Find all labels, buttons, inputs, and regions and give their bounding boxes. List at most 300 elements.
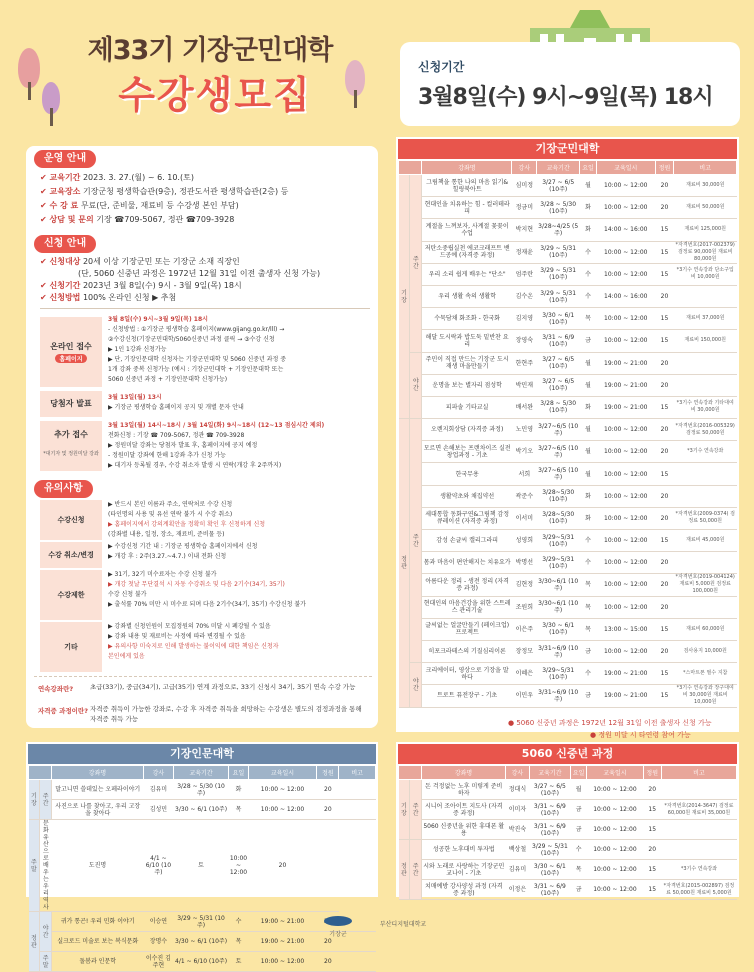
cell-teacher: 박진숙 [506, 820, 530, 840]
cell-time: 10:00 ~ 12:00 [248, 800, 317, 820]
cell-name: 수묵담채 화조화 - 한국화 [422, 308, 512, 330]
detail-line: ②수강신청(기장군민대학/5060신중년 과정 클릭 → ③수강 신청 [108, 336, 275, 343]
cell-cap: 15 [655, 263, 674, 285]
cell-cap: 20 [655, 441, 674, 463]
table-header: 강좌명 [422, 161, 512, 175]
ops-row-label: 교육기간 [49, 173, 81, 182]
cell-name: 그림책을 통한 나의 마음 읽기&힐링북아트 [422, 175, 512, 197]
subgroup-label: 주간 [410, 175, 422, 353]
caution-line: ▶ 31기, 32기 미수료자는 수강 신청 불가 [108, 571, 217, 578]
cell-note [674, 352, 737, 374]
cell-period: 3/28~4/25 (5주) [537, 219, 580, 241]
table-row [399, 530, 737, 552]
cell-name: 운명을 보는 별자리 점성학 [422, 374, 512, 396]
table-row [399, 780, 737, 800]
cell-time: 19:00 ~ 21:00 [597, 685, 656, 707]
ops-row [40, 172, 194, 183]
cell-name: 히포크라테스의 기질심리이론 [422, 640, 512, 662]
cell-day: 수 [580, 263, 597, 285]
cell-note: *자격번호(2019-004124) 재료비 5,000원 검정료 100,000원 [675, 574, 735, 595]
cell-day: 목 [229, 932, 248, 952]
cell-cap: 15 [655, 530, 674, 552]
cell-teacher: 김지영 [512, 308, 537, 330]
cell-cap: 20 [317, 780, 339, 800]
cell-teacher: 조원희 [512, 596, 537, 618]
caution-line: ▶ 출석률 70% 미만 시 미수료 되며 다음 2기수(34기, 35기) 수강신청 불가 [108, 601, 306, 608]
cell-note: *3기수 연속강좌 장구대여비 30,000원 재료비 10,000원 [674, 685, 737, 707]
cell-period: 3/28 ~ 5/30 (10주) [173, 780, 229, 800]
table-row [399, 860, 737, 880]
cell-name: 시니어 조아이트 지도사 (자격증 과정) [422, 800, 506, 820]
caution-line: ▶ 반드시 본인 이름과 주소, 연락처로 수강 신청 [108, 501, 233, 508]
tree-left-1 [18, 48, 40, 100]
cell-cap: 20 [317, 932, 339, 952]
cell-note: *스마트폰 필수 지참 [674, 663, 737, 685]
extra-label: 추가 접수 [54, 430, 88, 439]
table-header: 교육일시 [597, 161, 656, 175]
table-row [29, 780, 376, 800]
check-icon: ✔ [40, 201, 50, 210]
caution-lines [108, 622, 279, 662]
cell-day: 수 [570, 840, 586, 860]
cell-period: 3/27 ~ 6/5 (10주) [529, 780, 570, 800]
table-row [399, 840, 737, 860]
cell-time: 10:00 ~ 12:00 [248, 780, 317, 800]
cell-time: 10:00 ~ 12:00 [597, 552, 656, 574]
cell-note: 재료비 50,000원 [674, 197, 737, 219]
cell-cap: 15 [643, 800, 661, 820]
table-row [399, 285, 737, 307]
table-row [29, 820, 376, 912]
cell-day: 목 [570, 860, 586, 880]
cell-day: 수 [580, 530, 597, 552]
cell-period: 3/30 ~ 6/1 (10주) [173, 800, 229, 820]
cell-name: 모르면 손해보는 프랜차이즈 실전 창업과정 - 기초 [422, 441, 512, 463]
caution-lines [108, 500, 265, 540]
cell-period: 3/29~5/31 (10주) [537, 552, 580, 574]
cell-time: 10:00 ~ 12:00 [597, 330, 656, 352]
university-logo [368, 915, 438, 928]
cell-day: 금 [580, 640, 597, 662]
table-row [399, 596, 737, 618]
cell-teacher: 이승연 [144, 912, 174, 932]
group-label: 정관 [399, 419, 410, 707]
table-row [399, 820, 737, 840]
cell-name: 한국무용 [422, 463, 512, 485]
cell-cap: 20 [655, 352, 674, 374]
cell-teacher: 김유미 [144, 780, 174, 800]
cell-name: 현대인의 마음건강을 위한 스트레스 관리기술 [422, 596, 512, 618]
cell-teacher: 이혜은 [512, 663, 537, 685]
gijang-univ-table [398, 160, 737, 708]
cell-name: 우리 생활 속의 생활학 [422, 285, 512, 307]
cell-time: 14:00 ~ 16:00 [597, 285, 656, 307]
table-row [399, 640, 737, 662]
table-row [399, 419, 737, 441]
cell-teacher: 김수온 [512, 285, 537, 307]
check-icon: ✔ [40, 173, 50, 182]
table-row [399, 574, 737, 596]
cell-day: 목 [580, 618, 597, 640]
cell-note [674, 374, 737, 396]
cell-name: 돈 걱정없는 노후 미렇게 준비하자 [422, 780, 506, 800]
table-row [399, 618, 737, 640]
cell-cap: 15 [655, 219, 674, 241]
cell-teacher: 김성민 [144, 800, 174, 820]
cell-time: 10:00 ~ 12:00 [587, 780, 643, 800]
cell-time: 10:00 ~ 12:00 [597, 308, 656, 330]
cell-period: 3/29 ~ 5/31 (10주) [537, 241, 580, 263]
cell-note [674, 285, 737, 307]
cell-cap: 20 [655, 285, 674, 307]
table-header-row [29, 766, 376, 780]
caution-heading: 유의사항 [34, 480, 93, 498]
cell-period: 4/1 ~ 6/10 (10주) [144, 820, 174, 912]
cell-day: 토 [229, 952, 248, 972]
cell-time: 19:00 ~ 21:00 [597, 374, 656, 396]
ops-row-value: 기장 ☎709-5067, 정관 ☎709-3928 [96, 215, 235, 224]
cell-time: 10:00 ~ 12:00 [229, 820, 248, 912]
cell-note: *자격번호(2009-0374) 검정료 50,000원 [674, 507, 737, 529]
cell-time: 10:00 ~ 12:00 [597, 241, 656, 263]
cell-time: 10:00 ~ 12:00 [597, 463, 656, 485]
detail-line: ▶ 단, 기장인문대학 신청자는 기장군민대학 및 5060 신중년 과정 중 [108, 356, 287, 363]
caution-line: ▶ 유의사항 미숙지로 인해 발생하는 불이익에 대한 책임은 신청자 [108, 643, 279, 650]
cell-period: 3/29~5/31 (10주) [537, 663, 580, 685]
cell-name: 트로트 퓨전장구 - 기초 [422, 685, 512, 707]
table-header-row [399, 766, 737, 780]
apply-detail-box [40, 308, 370, 471]
cell-cap: 15 [655, 463, 674, 485]
cell-note: *자격번호(2017-002379) 검정료 90,000원 재료비 80,000원 [675, 241, 735, 262]
cell-time: 10:00 ~ 12:00 [597, 530, 656, 552]
caution-line: ▶ 수강신청 기간 내 : 기장군 평생학습 홈페이지에서 신청 [108, 543, 258, 550]
cell-name: 우리 소리 쉽게 배우는 "단소" [422, 263, 512, 285]
table-header: 교육기간 [537, 161, 580, 175]
humanities-title: 기장인문대학 [28, 744, 376, 764]
cell-name: 저탄소중립실천 에코크래프트 밴드공예 (자격증 과정) [422, 241, 512, 263]
caution-line: ▶ 개강 첫날 무단결석 시 자동 수강취소 및 다음 2기수(34기, 35기) [108, 581, 285, 588]
cell-name: 글씨없는 얼굴만들기 (페이크업) 프로젝트 [422, 618, 512, 640]
cell-cap: 20 [655, 640, 674, 662]
caution-a: 자격증 취득이 가능한 강좌로, 수강 후 자격증 취득을 희망하는 수강생은 별도의 검정과정을 통해 자격증 취득 가능 [90, 705, 362, 723]
table-row [399, 374, 737, 396]
cell-period: 3/31~6/9 (10주) [537, 640, 580, 662]
cell-day: 월 [580, 463, 597, 485]
detail-line: ▶ 기장군 평생학습 홈페이지 공지 및 개별 문자 안내 [108, 404, 244, 411]
cell-day: 목 [229, 800, 248, 820]
ops-row-label: 교육장소 [49, 187, 81, 196]
caution-line: ▶ 개강 후 : 2주(3.27.~4.7.) 이내 전화 신청 [108, 553, 227, 560]
cell-teacher: 심미정 [512, 175, 537, 197]
apply-row-value: 2023년 3월 8일(수) 9시 - 3월 9일(목) 18시 [82, 281, 242, 290]
extra-label-cell [40, 421, 102, 471]
cell-day: 화 [580, 197, 597, 219]
cell-day: 월 [570, 780, 586, 800]
cell-day: 화 [580, 485, 597, 507]
cell-time: 10:00 ~ 12:00 [587, 800, 643, 820]
caution-line: ▶ 강좌별 신청인원이 모집정원의 70% 미달 시 폐강될 수 있음 [108, 623, 271, 630]
cell-period: 3/28 ~ 5/30 (10주) [537, 396, 580, 418]
check-icon: ✔ [40, 257, 50, 266]
cell-day: 화 [580, 396, 597, 418]
cell-teacher: 이은주 [512, 618, 537, 640]
apply-row-value: 100% 온라인 신청 ▶ 추첨 [82, 293, 177, 302]
cell-time: 13:00 ~ 15:00 [597, 618, 656, 640]
check-icon: ✔ [40, 215, 50, 224]
cell-teacher: 정금미 [512, 197, 537, 219]
cell-day: 화 [580, 219, 597, 241]
table-row [399, 441, 737, 463]
cell-note [661, 820, 736, 840]
caution-lines [108, 570, 306, 610]
cell-name: 크리에이터, 영상으로 기장을 말하다 [422, 663, 512, 685]
table-row [399, 241, 737, 263]
ops-row-value: 무료(단, 준비물, 재료비 등 수강생 본인 부담) [80, 201, 239, 210]
cell-cap: 15 [655, 330, 674, 352]
cell-name: 주민이 직접 만드는 기장군 도시재생 마을만들기 [422, 352, 512, 374]
cell-note: *자격번호(2014-3647) 검정료 60,000원 재료비 35,000원 [661, 800, 736, 820]
winner-lines [108, 393, 244, 413]
cell-period: 3/30 ~ 6/1 (10주) [537, 308, 580, 330]
cell-teacher: 장정모 [512, 640, 537, 662]
cell-name: 몸과 마음이 편안해지는 치유요가 [422, 552, 512, 574]
cell-period: 3/27 ~ 6/5 (10주) [537, 175, 580, 197]
cell-teacher: 김유미 [506, 860, 530, 880]
cell-time: 10:00 ~ 12:00 [597, 263, 656, 285]
apply-row-label: 신청대상 [49, 257, 81, 266]
cell-day: 금 [570, 820, 586, 840]
apply-row [78, 268, 320, 279]
cell-note: *3기수 연속강좌 단소구입비 10,000원 [674, 263, 737, 285]
cell-teacher: 정재윤 [512, 241, 537, 263]
cell-period: 3/31~6/9 (10주) [537, 685, 580, 707]
detail-line: ▶ 대기자 등록될 경우, 수강 취소자 발생 시 연락(개강 후 2주까지) [108, 462, 282, 469]
caution-label: 수강신청 [40, 500, 102, 540]
cell-name: 돌봄과 인문학 [51, 952, 143, 972]
cell-cap: 20 [643, 840, 661, 860]
cell-name: 아름다운 정리 - 생전 정리 (자격증 과정) [422, 574, 512, 596]
table-header: 정원 [643, 766, 661, 780]
cell-period: 3/27~6/5 (10주) [537, 419, 580, 441]
table-row [399, 330, 737, 352]
table-row [399, 800, 737, 820]
cell-cap: 15 [643, 860, 661, 880]
apply-row-value: 20세 이상 기장군민 또는 기장군 소재 직장인 [82, 257, 240, 266]
detail-line: 3월 8일(수) 9시~3월 9일(목) 18시 [108, 316, 208, 323]
subgroup-label: 주간 [410, 419, 422, 663]
table-header: 비고 [674, 161, 737, 175]
caution-bottom [34, 676, 372, 677]
subgroup-label: 주말 [40, 952, 52, 972]
cell-name: 치매예방 강사양성 과정 (자격증 과정) [422, 880, 506, 900]
table-row [399, 396, 737, 418]
ops-row [40, 200, 239, 211]
cell-note [339, 780, 376, 800]
apply-heading: 신청 안내 [34, 235, 96, 253]
table-header: 강사 [506, 766, 530, 780]
cell-cap: 20 [655, 507, 674, 529]
cell-day: 월 [580, 441, 597, 463]
period-label: 신청기간 [418, 60, 465, 74]
table-row [29, 952, 376, 972]
table-header: 교육기간 [173, 766, 229, 780]
cell-day: 목 [580, 308, 597, 330]
cell-period: 3/29 ~ 5/31 (10주) [537, 285, 580, 307]
cell-day: 월 [580, 419, 597, 441]
online-label: 온라인 접수 [50, 342, 92, 351]
cell-cap: 20 [248, 820, 317, 912]
cell-time: 10:00 ~ 12:00 [597, 596, 656, 618]
subgroup-label: 주간 [410, 780, 422, 840]
cell-teacher: 정대식 [506, 780, 530, 800]
extra-sub: *대기자 및 정원미달 강좌 [43, 451, 99, 457]
table-row [29, 800, 376, 820]
detail-line: - 정원미달 강좌에 한해 1강좌 추가 신청 가능 [108, 452, 226, 459]
detail-line: ▶ 정원미달 강좌는 당첨자 발표 후, 홈페이지에 공지 예정 [108, 442, 258, 449]
cell-time: 14:00 ~ 16:00 [597, 219, 656, 241]
cell-teacher: 곽준수 [512, 485, 537, 507]
cell-teacher: 배서완 [512, 396, 537, 418]
cell-note [661, 840, 736, 860]
caution-line: (강좌별 내용, 일정, 장소, 재료비, 준비물 등) [108, 531, 225, 538]
cell-cap: 15 [655, 685, 674, 707]
cell-time: 10:00 ~ 12:00 [587, 820, 643, 840]
cell-note [317, 820, 339, 912]
gijang-univ-title: 기장군민대학 [398, 139, 737, 159]
cell-teacher: 이민우 [512, 685, 537, 707]
table-row [399, 880, 737, 900]
detail-line: 3월 13일(월) 14시~18시 / 3월 14일(화) 9시~18시 (12~13 점심시간 제외) [108, 422, 325, 429]
caution-label: 수강제한 [40, 570, 102, 620]
cell-time: 10:00 ~ 12:00 [597, 197, 656, 219]
ops-row [40, 186, 288, 197]
caution-lines [108, 542, 257, 562]
winner-label: 당첨자 발표 [40, 391, 102, 417]
caution-label: 수강 취소/변경 [40, 542, 102, 568]
cell-teacher: 박민재 [512, 374, 537, 396]
cell-cap: 20 [655, 574, 674, 596]
cell-cap: 20 [643, 780, 661, 800]
detail-line: 3월 13일(월) 13시 [108, 394, 162, 401]
cell-day: 수 [580, 552, 597, 574]
detail-line: 전화신청 : 기장 ☎ 709-5067, 정관 ☎ 709-3928 [108, 432, 245, 439]
cell-period: 4/1 ~ 6/10 (10주) [173, 952, 229, 972]
cell-cap: 20 [655, 374, 674, 396]
cell-cap: 20 [317, 952, 339, 972]
online-sub: 홈페이지 [55, 354, 86, 363]
table-header: 강좌명 [422, 766, 506, 780]
table-header: 강사 [144, 766, 174, 780]
cell-day: 월 [580, 352, 597, 374]
cell-day: 금 [580, 685, 597, 707]
subgroup-label: 주간 [40, 780, 52, 820]
midlife-title: 5060 신중년 과정 [398, 744, 737, 764]
cell-period: 3/30~6/1 (10주) [537, 596, 580, 618]
table-row [399, 552, 737, 574]
cell-note: *3기수 연속강좌 기타대여비 30,000원 [674, 396, 737, 418]
cell-name: 계절을 느껴보자, 사계절 꽃꽂이 수업 [422, 219, 512, 241]
table-header: 교육일시 [248, 766, 317, 780]
cell-cap: 15 [655, 396, 674, 418]
cell-period: 3/30~6/1 (10주) [537, 574, 580, 596]
cell-day: 수 [580, 241, 597, 263]
check-icon: ✔ [40, 293, 50, 302]
ops-heading: 운영 안내 [34, 150, 96, 168]
table-row [399, 263, 737, 285]
cell-note: *3기수 연속강좌 [674, 441, 737, 463]
table-header: 교육일시 [587, 766, 643, 780]
page-subtitle: 수강생모집 [118, 73, 312, 117]
cell-teacher: 이미자 [506, 800, 530, 820]
cell-time: 10:00 ~ 12:00 [597, 485, 656, 507]
cell-time: 10:00 ~ 12:00 [587, 840, 643, 860]
table-row [399, 219, 737, 241]
detail-line: 5060 신중년 과정 + 기장인문대학 신청가능) [108, 376, 228, 383]
cell-period: 3/30 ~ 6/1 (10주) [529, 860, 570, 880]
cell-name: 성공한 노후대비 투자법 [422, 840, 506, 860]
cell-day: 수 [580, 285, 597, 307]
cell-cap: 15 [655, 308, 674, 330]
cell-note: 재료비 37,000원 [674, 308, 737, 330]
cell-period: 3/31 ~ 6/9 (10주) [529, 820, 570, 840]
cell-period: 3/27~6/5 (10주) [537, 463, 580, 485]
cell-name: 해달 도시락과 밥도둑 밑반찬 요리 [422, 330, 512, 352]
cell-day: 목 [580, 596, 597, 618]
cell-note: *자격번호(2016-005329) 검정료 50,000원 [674, 419, 737, 441]
caution-line: ▶ 홈페이지에서 강의계획안을 정확히 확인 후 신청하게 신청 [108, 521, 266, 528]
cell-note: *3기수 연속강좌 [661, 860, 736, 880]
caution-q: 연속강좌란? [38, 685, 74, 693]
cell-day: 금 [570, 800, 586, 820]
cell-cap: 20 [655, 485, 674, 507]
table-header: 정원 [317, 766, 339, 780]
cell-teacher: 이서미 [512, 507, 537, 529]
gijang-note-2: ● 정원 미달 시 타연령 참여 가능 [590, 731, 691, 739]
cell-teacher: 장영숙 [512, 330, 537, 352]
cell-name: 말고니면 쓸데있는 오페라이야기 [51, 780, 143, 800]
cell-time: 19:00 ~ 21:00 [597, 396, 656, 418]
group-label: 정관 [399, 840, 410, 900]
table-row [399, 308, 737, 330]
cell-name: 시와 노래로 사랑하는 기장군민교나이 - 기초 [422, 860, 506, 880]
caution-label: 기타 [40, 622, 102, 672]
cell-period: 3/28~5/30 (10주) [537, 507, 580, 529]
subgroup-label: 야간 [410, 352, 422, 419]
table-row [399, 352, 737, 374]
subgroup-label: 주간 [410, 840, 422, 900]
cell-cap: 20 [655, 197, 674, 219]
cell-time: 10:00 ~ 12:00 [587, 860, 643, 880]
gijang-logo-text: 기장군 [329, 931, 347, 938]
ops-row [40, 214, 234, 225]
cell-teacher: 박명선 [512, 552, 537, 574]
cell-period: 3/30 ~ 6/1 (10주) [537, 618, 580, 640]
cell-time: 10:00 ~ 12:00 [597, 574, 656, 596]
table-header: 요일 [580, 161, 597, 175]
cell-teacher: 한현주 [512, 352, 537, 374]
table-header: 강사 [512, 161, 537, 175]
cell-cap: 20 [655, 596, 674, 618]
midlife-table [398, 765, 737, 900]
table-row [399, 685, 737, 707]
cell-teacher: 김현정 [512, 574, 537, 596]
cell-note [674, 485, 737, 507]
cell-period: 3/29 ~ 5/31 (10주) [537, 263, 580, 285]
cell-day: 화 [229, 780, 248, 800]
cell-name: 귀가 통곤! 우리 민화 이야기 [51, 912, 143, 932]
cell-time: 10:00 ~ 12:00 [597, 507, 656, 529]
